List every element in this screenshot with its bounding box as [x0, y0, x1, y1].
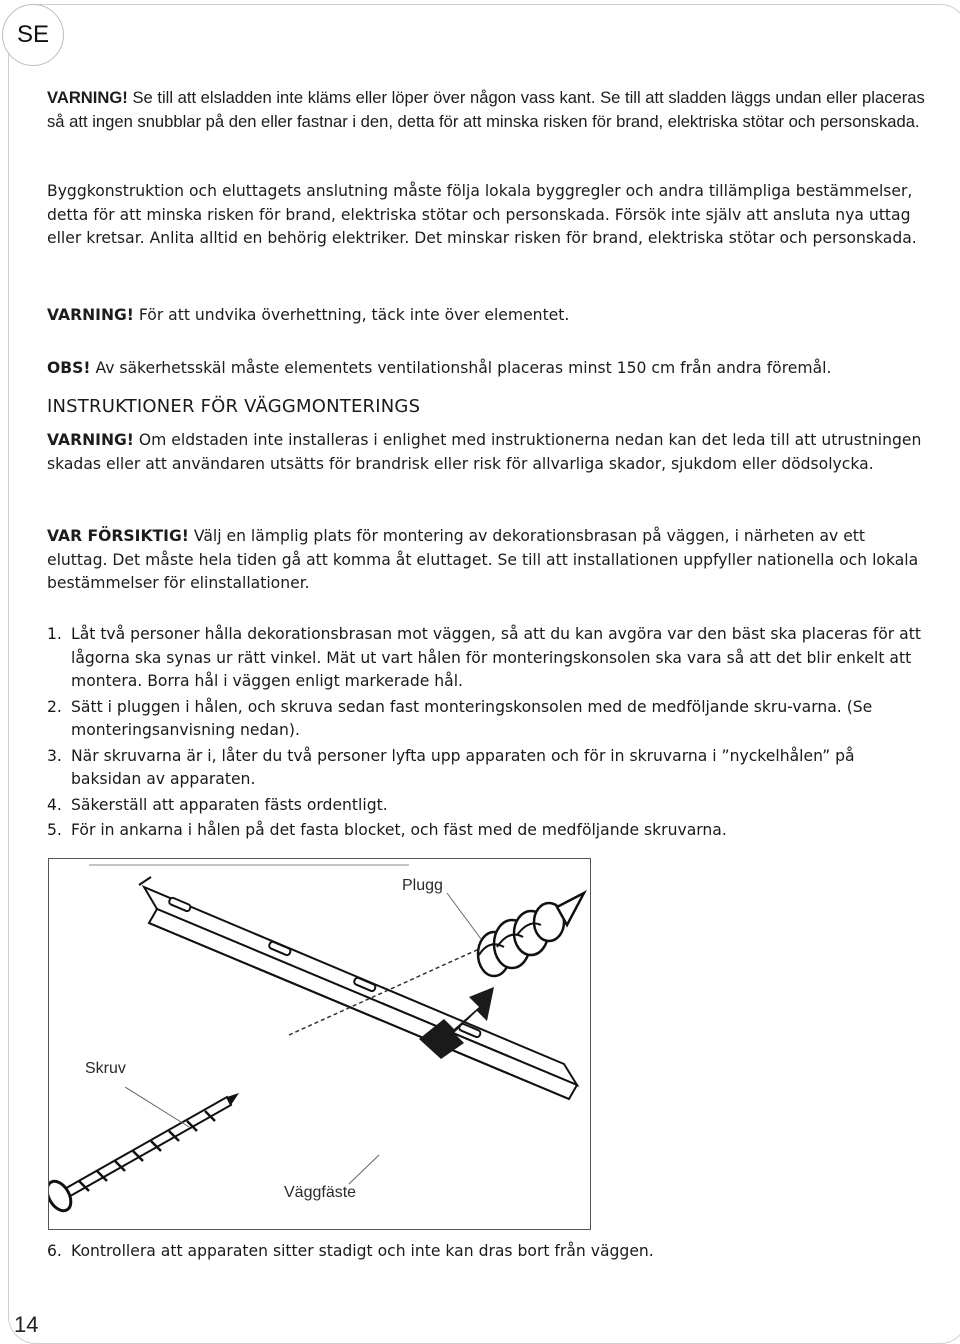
note-ventilation-paragraph: [47, 357, 927, 381]
step-item: [47, 745, 927, 792]
step-number: 6.: [47, 1242, 62, 1260]
step-item: [47, 794, 927, 818]
step-number: 1.: [47, 625, 62, 643]
step-item: [47, 696, 927, 743]
step-item: [47, 1240, 927, 1264]
warning-overheat-paragraph: [47, 304, 927, 328]
plug-label: Plugg: [402, 877, 443, 894]
warning-cord-text: Se till att elsladden inte kläms eller löper över någon vass kant. Se till att sladden läggs undan eller placeras så att ingen snubblar på den eller fastnar i den, detta för att minska risken för brand, elektriska stötar och personskada.: [47, 88, 925, 131]
screw-label: Skruv: [85, 1060, 126, 1077]
step-item: [47, 623, 927, 694]
step-number: 3.: [47, 746, 62, 765]
step-text: Låt två personer hålla dekorationsbrasan mot väggen, så att du kan avgöra var den bäst ska placeras för att lågorna ska synas ur rätt vinkel. Mät ut vart hålen för monteringskonsolen ska vara så att det blir enkelt att montera. Borra hål i väggen enligt markerade hål.: [71, 625, 921, 690]
caution-label: VAR FÖRSIKTIG!: [47, 527, 189, 545]
warning-install-text: Om eldstaden inte installeras i enlighet med instruktionerna nedan kan det leda till att utrustningen skadas eller att användaren utsätts för brandrisk eller risk för allvarliga skador, sjukdom eller dödsolycka.: [47, 431, 922, 473]
step-item: [47, 819, 927, 843]
mounting-drawing: [49, 859, 591, 1230]
warning-label: VARNING!: [47, 431, 134, 449]
section-heading: INSTRUKTIONER FÖR VÄGGMONTERINGS: [47, 396, 421, 417]
step-text: Kontrollera att apparaten sitter stadigt och inte kan dras bort från väggen.: [71, 1242, 654, 1260]
step-number: 4.: [47, 795, 62, 814]
screw: [49, 1093, 239, 1215]
step-text: När skruvarna är i, låter du två personer lyfta upp apparaten och för in skruvarna i ”nyckelhålen” på baksidan av apparaten.: [71, 746, 855, 788]
building-code-paragraph: Byggkonstruktion och eluttagets anslutning måste följa lokala byggregler och andra tillämpliga bestämmelser, detta för att minska risken för brand, elektriska stötar och personskada. Försök inte själv att ansluta nya uttag eller kretsar. Anlita alltid en behörig elektriker. Det minskar risken för brand, elektriska stötar och personskada.: [47, 182, 917, 247]
caution-location-paragraph: [47, 525, 927, 596]
installation-steps: [47, 623, 927, 845]
bracket-leader-line: [349, 1155, 379, 1184]
warning-install-paragraph: [47, 429, 927, 476]
caution-location-text: Välj en lämplig plats för montering av dekorationsbrasan på väggen, i närheten av ett eluttag. Det måste hela tiden gå att komma åt eluttaget. Se till att installationen uppfyller nationella och lokala bestämmelser för elinstallationer.: [47, 527, 919, 592]
warning-cord-paragraph: [47, 86, 927, 133]
final-step: [47, 1240, 927, 1266]
bracket-label: Väggfäste: [284, 1184, 357, 1201]
screw-leader-line: [125, 1087, 189, 1127]
warning-label: VARNING!: [47, 306, 134, 324]
step-text: Säkerställ att apparaten fästs ordentligt.: [71, 795, 388, 814]
step-number: 5.: [47, 821, 62, 839]
warning-label: VARNING!: [47, 88, 128, 107]
note-label: OBS!: [47, 359, 91, 377]
page-number: 14: [14, 1312, 39, 1337]
mounting-illustration: [48, 858, 591, 1230]
wall-bracket: [139, 877, 577, 1099]
step-text: Sätt i pluggen i hålen, och skruva sedan fast monteringskonsolen med de medföljande skru-varna. (Se monteringsanvisning nedan).: [71, 697, 873, 739]
step-text: För in ankarna i hålen på det fasta blocket, och fäst med de medföljande skruvarna.: [71, 821, 727, 839]
plug: [478, 893, 584, 976]
plug-leader-line: [447, 893, 481, 939]
language-badge: SE: [2, 4, 64, 66]
warning-overheat-text: För att undvika överhettning, täck inte över elementet.: [133, 306, 570, 324]
step-number: 2.: [47, 697, 62, 716]
note-ventilation-text: Av säkerhetsskäl måste elementets ventilationshål placeras minst 150 cm från andra föremål.: [90, 359, 832, 377]
